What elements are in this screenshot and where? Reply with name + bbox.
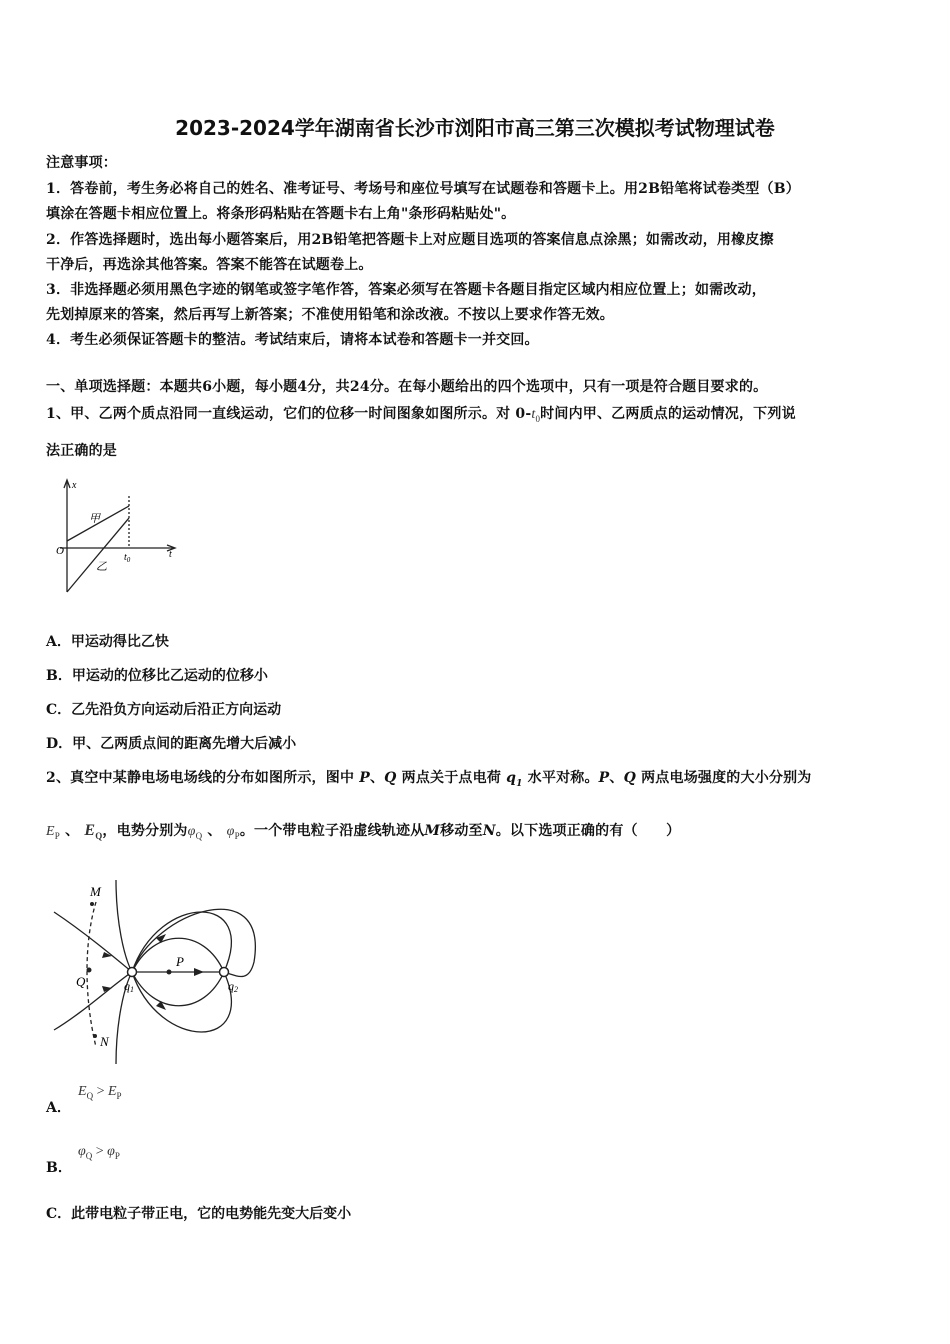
label-q1: q1 bbox=[124, 979, 134, 994]
x-label: x bbox=[72, 480, 77, 491]
q2-option-c: C．此带电粒子带正电，它的电势能先变大后变小 bbox=[46, 1206, 352, 1222]
point-Q bbox=[87, 968, 92, 973]
t-label: t bbox=[169, 549, 172, 560]
arrow bbox=[194, 968, 204, 976]
trajectory bbox=[87, 902, 96, 1047]
label-Q: Q bbox=[76, 974, 86, 989]
field-line bbox=[54, 912, 132, 972]
q1-option-c: C．乙先沿负方向运动后沿正方向运动 bbox=[46, 702, 282, 718]
label-M: M bbox=[90, 884, 101, 899]
q1-option-a: A．甲运动得比乙快 bbox=[46, 634, 169, 650]
notice-line: 干净后，再选涂其他答案。答案不能答在试题卷上。 bbox=[46, 257, 373, 273]
field-line bbox=[54, 972, 132, 1030]
label-N: N bbox=[100, 1034, 109, 1049]
point-M bbox=[90, 902, 94, 906]
q1-text-b: 时间内甲、乙两质点的运动情况，下列说 bbox=[540, 406, 796, 422]
notice-line: 1．答卷前，考生务必将自己的姓名、准考证号、考场号和座位号填写在试题卷和答题卡上。用2B铅笔将试卷类型（B） bbox=[46, 181, 800, 197]
line-yi bbox=[67, 518, 129, 592]
label-q2: q2 bbox=[228, 979, 238, 994]
q1-option-d: D．甲、乙两质点间的距离先增大后减小 bbox=[46, 736, 297, 752]
arrow bbox=[156, 934, 166, 943]
jia-label: 甲 bbox=[89, 513, 100, 525]
q1-stem-line2: 法正确的是 bbox=[46, 443, 117, 459]
charge-q2 bbox=[220, 968, 229, 977]
notice-line: 2．作答选择题时，选出每小题答案后，用2B铅笔把答题卡上对应题目选项的答案信息点涂黑；如需改动，用橡皮擦 bbox=[46, 232, 774, 248]
EQ-symbol: $E_Q$ bbox=[84, 822, 103, 842]
notice-line: 4．考生必须保证答题卡的整洁。考试结束后，请将本试卷和答题卡一并交回。 bbox=[46, 332, 539, 348]
notice-line: 3．非选择题必须用黑色字迹的钢笔或签字笔作答，答案必须写在答题卡各题目指定区域内相应位置上；如需改动， bbox=[46, 282, 766, 298]
q2-field-diagram bbox=[44, 872, 272, 1068]
yi-label: 乙 bbox=[96, 561, 107, 573]
q2-stem-line1: 2、真空中某静电场电场线的分布如图所示，图中 P、Q 两点关于点电荷 $q_1$ 水平对称。P、Q 两点电场强度的大小分别为 bbox=[46, 770, 812, 789]
phiP-symbol: $\varphi_P$ bbox=[226, 824, 240, 841]
section-heading: 一、单项选择题：本题共6小题，每小题4分，共24分。在每小题给出的四个选项中，只有一项是符合题目要求的。 bbox=[46, 379, 768, 395]
field-line bbox=[116, 880, 132, 972]
notice-heading: 注意事项： bbox=[46, 155, 117, 171]
charge-q1 bbox=[128, 968, 137, 977]
phiQ-symbol: $\varphi_Q$ bbox=[187, 824, 203, 841]
q1-text-a: 1、甲、乙两个质点沿同一直线运动，它们的位移一时间图象如图所示。对 0- bbox=[46, 406, 532, 422]
q2-option-b-formula: $\varphi_Q > \varphi_P$ bbox=[78, 1144, 120, 1161]
q1-option-b: B．甲运动的位移比乙运动的位移小 bbox=[46, 668, 268, 684]
label-P: P bbox=[176, 954, 184, 969]
q2-stem-line2: $E_P$ 、 $E_Q$，电势分别为$\varphi_Q$ 、 $\varphi_P$。一个带电粒子沿虚线轨迹从M移动至N。以下选项正确的有（ ） bbox=[46, 822, 681, 842]
field-line bbox=[132, 972, 231, 1032]
page-title: 2023-2024学年湖南省长沙市浏阳市高三第三次模拟考试物理试卷 bbox=[175, 116, 775, 140]
notice-line: 先划掉原来的答案，然后再写上新答案；不准使用铅笔和涂改液。不按以上要求作答无效。 bbox=[46, 307, 614, 323]
q2-option-a-formula: $E_Q > E_P$ bbox=[78, 1084, 122, 1101]
q1-t0: $t_0$ bbox=[531, 407, 541, 424]
EP-symbol: $E_P$ bbox=[46, 824, 60, 841]
q1-stem-line1 bbox=[46, 403, 796, 424]
point-N bbox=[93, 1034, 97, 1038]
arrow bbox=[156, 1001, 166, 1010]
point-P bbox=[167, 970, 172, 975]
q2-option-a-label: A． bbox=[46, 1100, 71, 1116]
field-line bbox=[132, 909, 255, 976]
notice-line: 填涂在答题卡相应位置上。将条形码粘贴在答题卡右上角"条形码粘贴处"。 bbox=[46, 206, 516, 222]
q2-option-b-label: B． bbox=[46, 1160, 72, 1176]
t0-label: $t_0$ bbox=[124, 552, 131, 564]
field-line bbox=[132, 972, 224, 1006]
q1-xt-graph bbox=[52, 474, 184, 598]
origin-label: O bbox=[56, 545, 64, 557]
